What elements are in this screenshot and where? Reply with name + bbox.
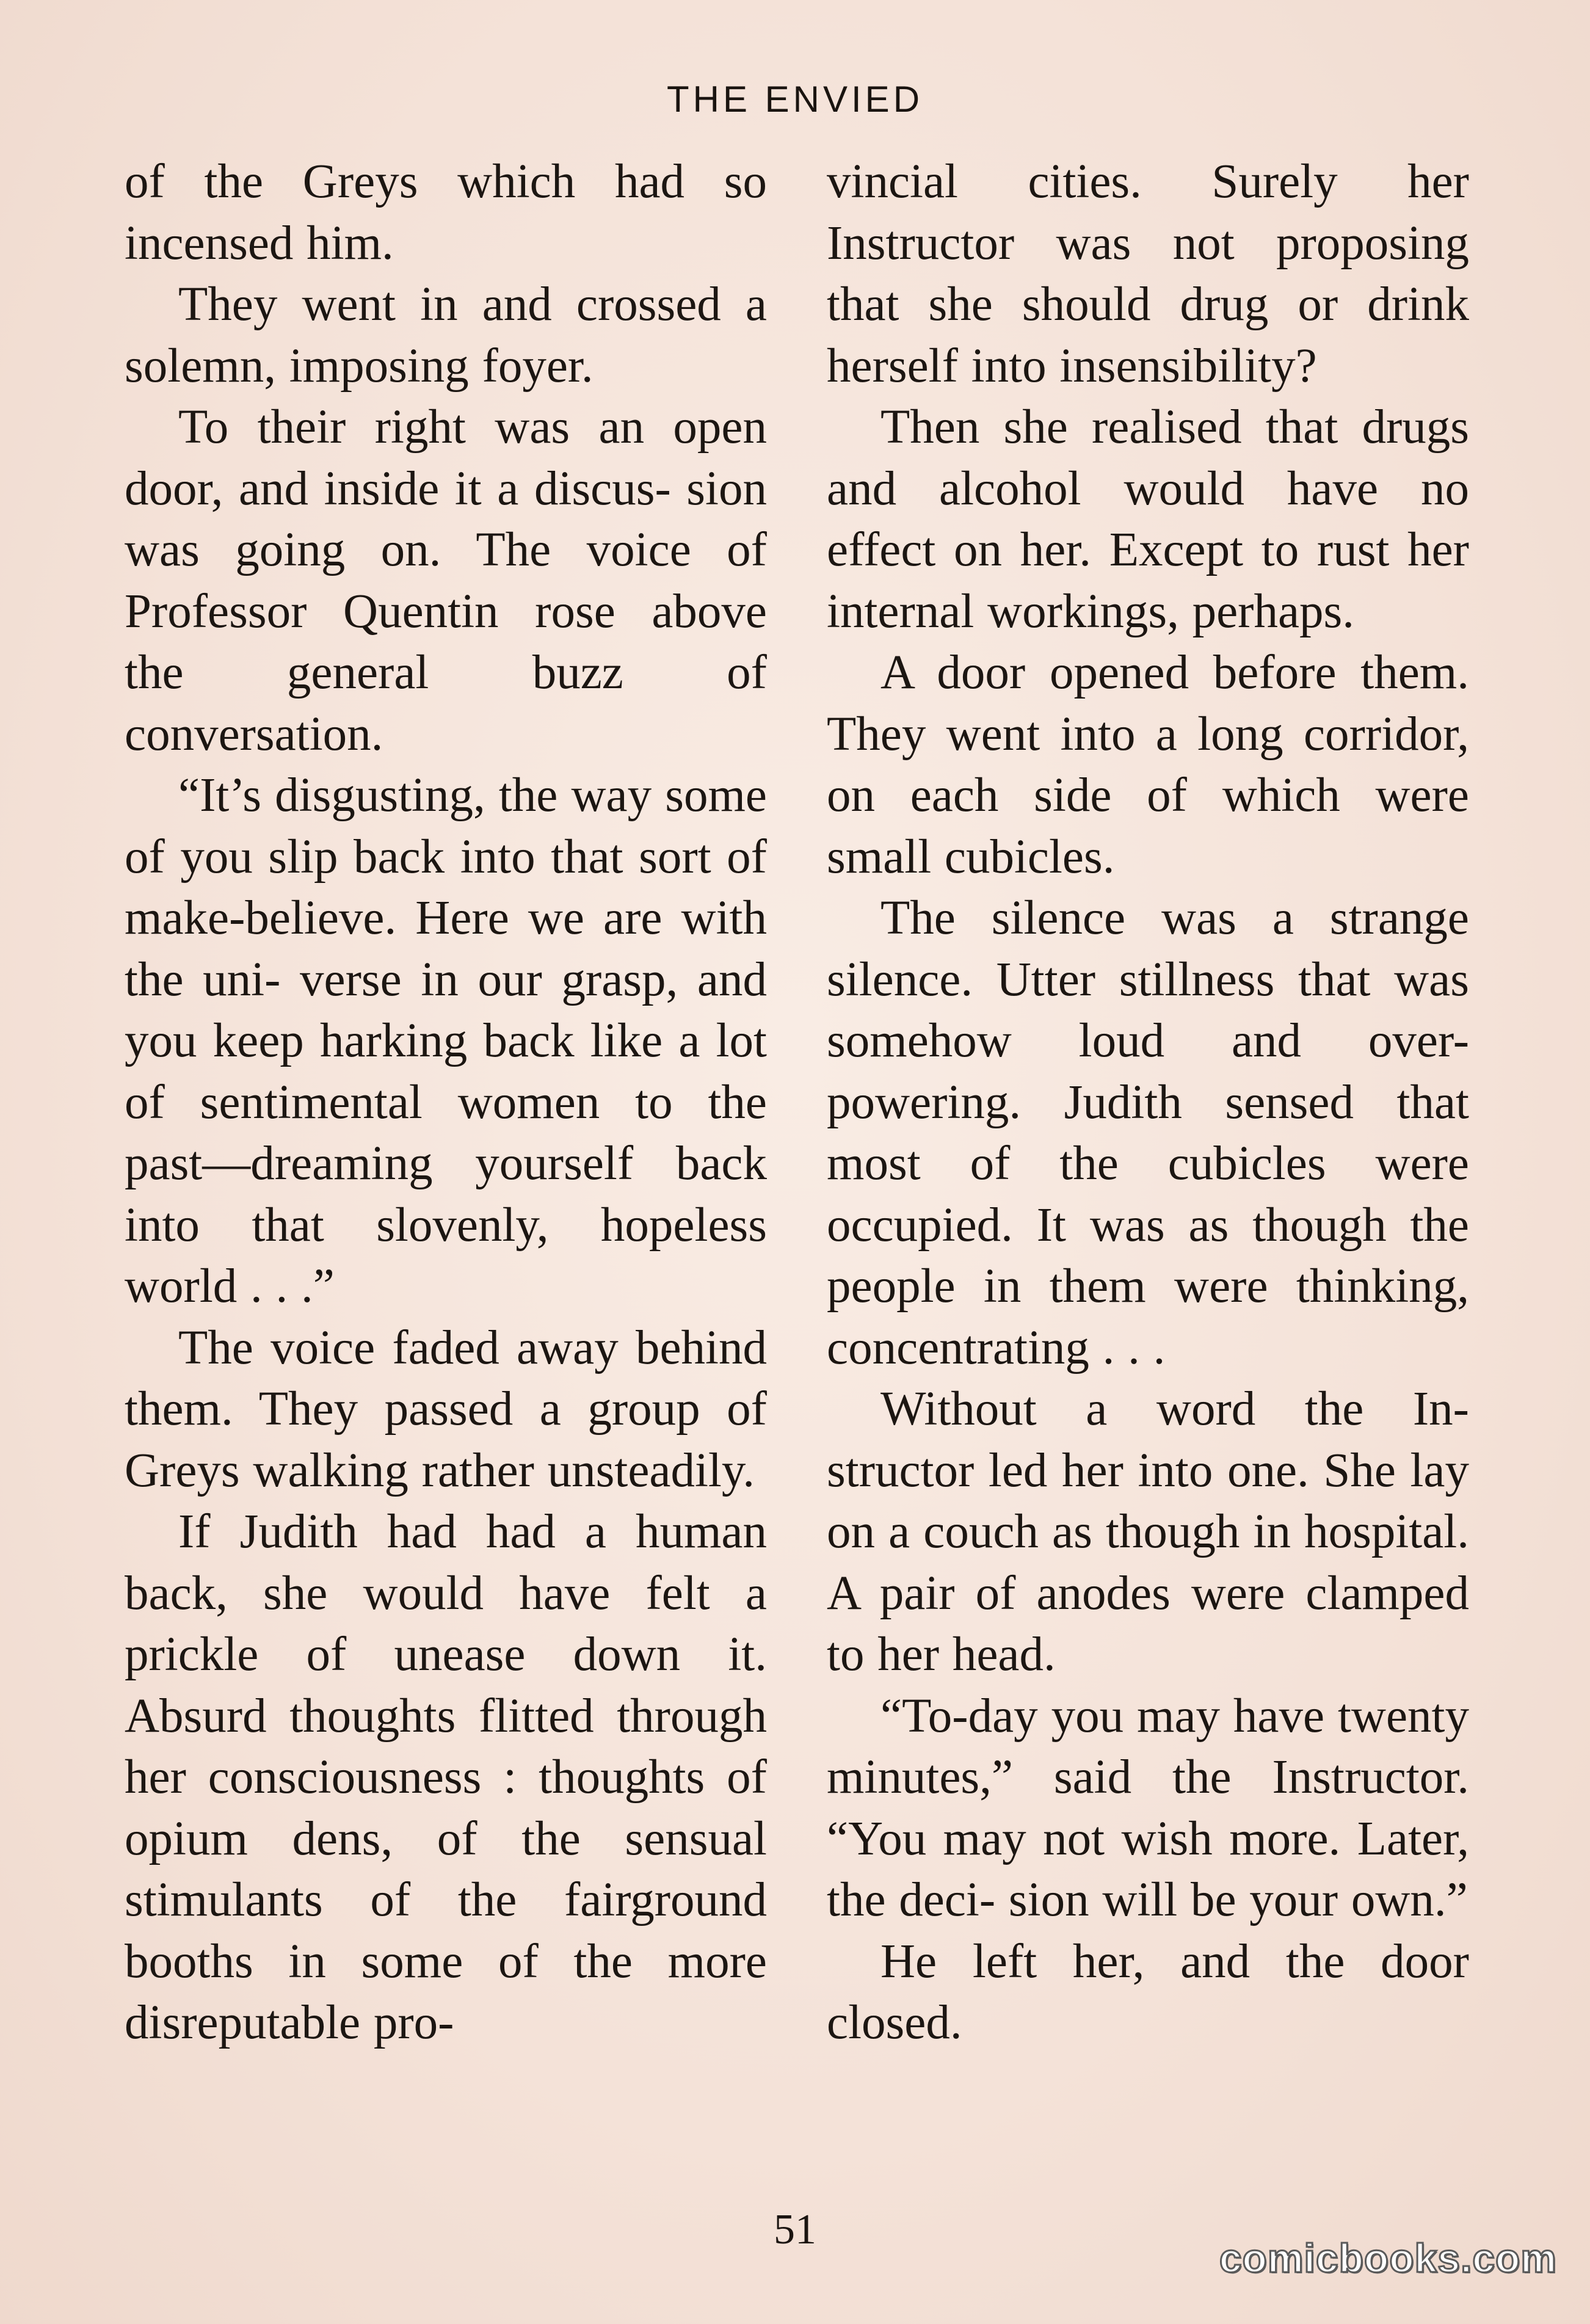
paragraph: of the Greys which had so incensed him. — [125, 155, 767, 270]
left-column — [125, 151, 767, 2054]
paragraph: Then she realised that drugs and alcohol would have no effect on her. Except to rust her internal workings, perhaps. — [827, 401, 1469, 638]
page-number: 51 — [774, 2206, 816, 2253]
paragraph: If Judith had had a human back, she would have felt a prickle of unease down it. Absurd thoughts flitted through her consciousness : thoughts of opium dens, of the sensual stimulants of the fairground booths in some of the more disreputable pro- — [125, 1505, 767, 2049]
paragraph: “To-day you may have twenty minutes,” said the Instructor. “You may not wish more. Later, the deci- sion will be your own.” — [827, 1689, 1469, 1926]
paragraph: “It’s disgusting, the way some of you slip back into that sort of make-believe. Here we are with the uni- verse in our grasp, and you keep harking back like a lot of sentimental women to the past—dreaming yourself back into that slovenly, hopeless world . . .” — [125, 769, 767, 1313]
paragraph: Without a word the In- structor led her into one. She lay on a couch as though in hospital. A pair of anodes were clamped to her head. — [827, 1382, 1469, 1681]
paragraph: The voice faded away behind them. They passed a group of Greys walking rather unsteadily. — [125, 1321, 767, 1497]
paragraph: He left her, and the door closed. — [827, 1934, 1469, 2049]
paragraph: The silence was a strange silence. Utter stillness that was somehow loud and over- powering. Judith sensed that most of the cubicles were occupied. It was as though the people in them were thinking, concentrating . . . — [827, 891, 1469, 1374]
running-head: THE ENVIED — [666, 79, 924, 120]
watermark: comicbooks.com — [1219, 2235, 1557, 2281]
paragraph: They went in and crossed a solemn, imposing foyer. — [125, 278, 767, 393]
paragraph: vincial cities. Surely her Instructor was not proposing that she should drug or drink herself into insensibility? — [827, 155, 1469, 393]
right-column — [827, 151, 1469, 2054]
paragraph: A door opened before them. They went into a long corridor, on each side of which were small cubicles. — [827, 646, 1469, 884]
paragraph: To their right was an open door, and inside it a discus- sion was going on. The voice of Professor Quentin rose above the general buzz of conversation. — [125, 401, 767, 761]
